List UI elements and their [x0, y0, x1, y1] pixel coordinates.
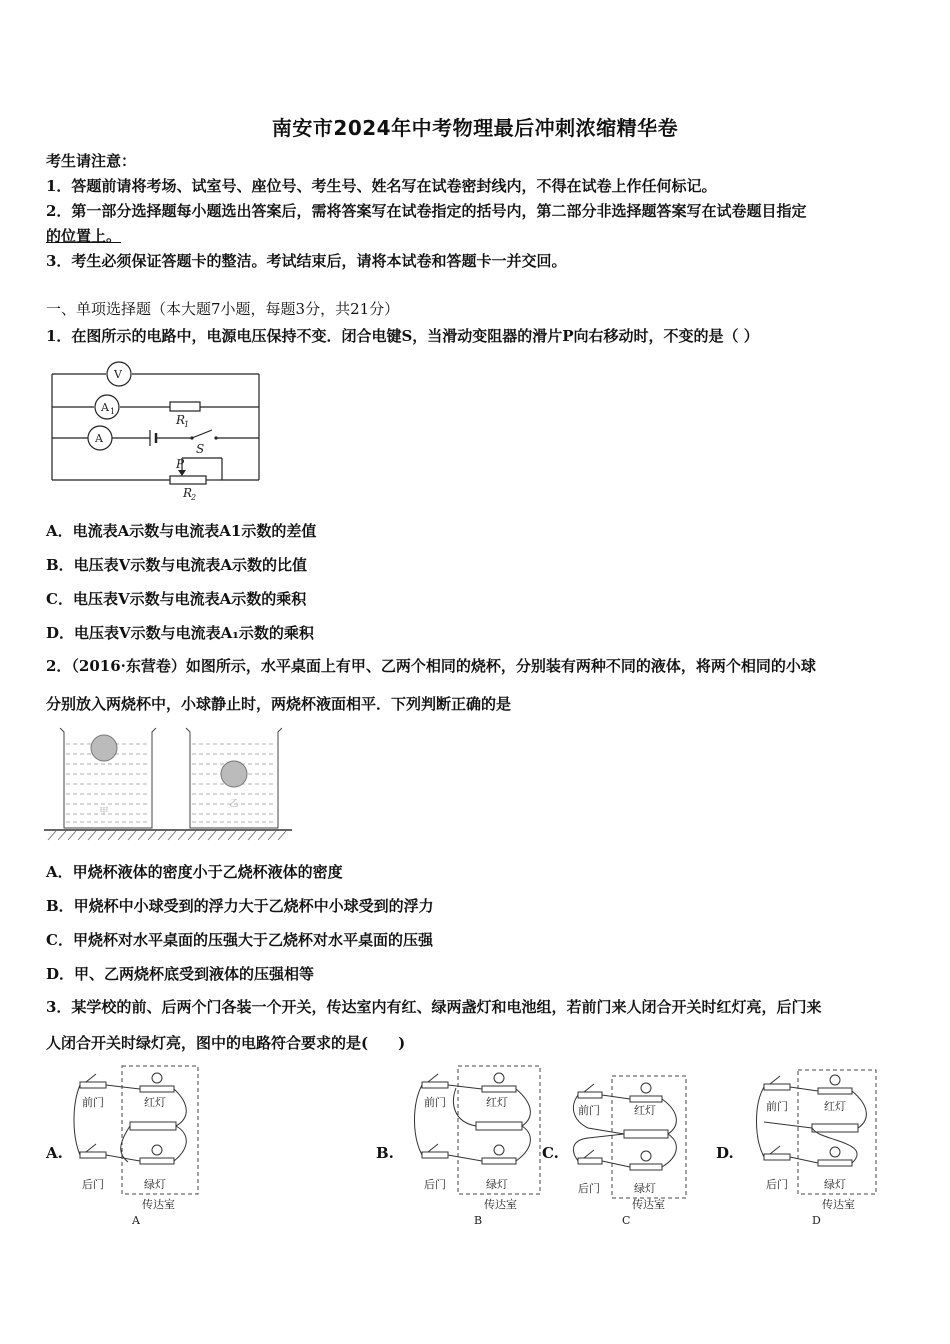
d-room-label: 传达室: [822, 1198, 855, 1211]
q3-diagram-b: [410, 1064, 550, 1234]
q3-option-b[interactable]: B.: [376, 1144, 394, 1162]
d-caption: D: [812, 1214, 821, 1227]
ammeter1-sub: 1: [110, 407, 116, 416]
a-green-label: 绿灯: [144, 1178, 166, 1191]
q1-option-d[interactable]: D．电压表V示数与电流表A₁示数的乘积: [46, 624, 314, 642]
d-green-label: 绿灯: [824, 1178, 846, 1191]
q2-option-b[interactable]: B．甲烧杯中小球受到的浮力大于乙烧杯中小球受到的浮力: [46, 897, 434, 915]
switch-contact: [214, 436, 217, 439]
q3-stem-line2: 人闭合开关时绿灯亮，图中的电路符合要求的是( ): [46, 1034, 406, 1052]
q3-stem-line1: 3．某学校的前、后两个门各装一个开关，传达室内有红、绿两盏灯和电池组，若前门来人闭合开关时红灯亮，后门来: [46, 998, 822, 1016]
c-room-label: 传达室: [632, 1198, 665, 1211]
q2-option-d[interactable]: D．甲、乙两烧杯底受到液体的压强相等: [46, 965, 315, 983]
notice-item-2: 2．第一部分选择题每小题选出答案后，需将答案写在试卷指定的括号内，第二部分非选择题答案写在试卷题目指定: [46, 202, 807, 220]
b-room-label: 传达室: [484, 1198, 517, 1211]
b-green-label: 绿灯: [486, 1178, 508, 1191]
q2-option-a[interactable]: A．甲烧杯液体的密度小于乙烧杯液体的密度: [46, 863, 343, 881]
section-heading: 一、单项选择题（本大题7小题，每题3分，共21分）: [46, 300, 400, 318]
q3-diagram-c: [568, 1072, 698, 1234]
ball-yi: [221, 761, 247, 787]
q1-circuit-diagram: [46, 360, 266, 508]
beaker-label-jia: 甲: [99, 807, 109, 817]
notice-heading: 考生请注意：: [46, 152, 137, 170]
a-front-label: 前门: [82, 1096, 104, 1109]
q1-option-a[interactable]: A．电流表A示数与电流表A1示数的差值: [46, 522, 317, 540]
notice-item-2-cont: 的位置上。: [46, 227, 122, 245]
r1-sub: 1: [184, 420, 190, 429]
slider-label: P: [176, 457, 185, 471]
c-front-label: 前门: [578, 1104, 600, 1117]
q3-diagram-a: [68, 1064, 208, 1234]
voltmeter-label: V: [114, 368, 122, 381]
notice-item-1: 1．答题前请将考场、试室号、座位号、考生号、姓名写在试卷密封线内，不得在试卷上作任何标记。: [46, 177, 717, 195]
switch-label: S: [196, 442, 205, 456]
q3-option-a[interactable]: A.: [46, 1144, 63, 1162]
q2-beakers-diagram: [44, 722, 294, 846]
page-title: 南安市2024年中考物理最后冲刺浓缩精华卷: [271, 116, 679, 140]
b-front-label: 前门: [424, 1096, 446, 1109]
switch-pivot: [190, 436, 193, 439]
ammeter-label: A: [95, 432, 103, 445]
c-caption: C: [622, 1214, 631, 1227]
d-red-label: 红灯: [824, 1100, 846, 1113]
q3-option-d[interactable]: D.: [716, 1144, 734, 1162]
q1-stem: 1．在图所示的电路中，电源电压保持不变．闭合电键S，当滑动变阻器的滑片P向右移动时，不变的是（ ）: [46, 327, 759, 345]
c-green-label: 绿灯: [634, 1182, 656, 1195]
d-back-label: 后门: [766, 1178, 788, 1191]
c-red-label: 红灯: [634, 1104, 656, 1117]
c-back-label: 后门: [578, 1182, 600, 1195]
b-caption: B: [474, 1214, 483, 1227]
q3-diagram-d: [752, 1064, 892, 1234]
b-back-label: 后门: [424, 1178, 446, 1191]
r1-label: R: [176, 413, 186, 427]
q1-option-b[interactable]: B．电压表V示数与电流表A示数的比值: [46, 556, 307, 574]
q3-option-c[interactable]: C.: [542, 1144, 559, 1162]
beaker-label-yi: 乙: [229, 799, 239, 809]
a-room-label: 传达室: [142, 1198, 175, 1211]
r2-sub: 2: [191, 493, 197, 502]
ammeter1-label: A: [101, 401, 109, 414]
a-caption: A: [132, 1214, 140, 1227]
q2-stem-line1: 2．（2016·东营卷）如图所示，水平桌面上有甲、乙两个相同的烧杯，分别装有两种不同的液体，将两个相同的小球: [46, 657, 816, 675]
r2-label: R: [183, 486, 193, 500]
ball-jia: [91, 735, 117, 761]
d-front-label: 前门: [766, 1100, 788, 1113]
b-red-label: 红灯: [486, 1096, 508, 1109]
q2-option-c[interactable]: C．甲烧杯对水平桌面的压强大于乙烧杯对水平桌面的压强: [46, 931, 433, 949]
q1-option-c[interactable]: C．电压表V示数与电流表A示数的乘积: [46, 590, 307, 608]
a-red-label: 红灯: [144, 1096, 166, 1109]
q2-stem-line2: 分别放入两烧杯中，小球静止时，两烧杯液面相平．下列判断正确的是: [46, 695, 512, 713]
a-back-label: 后门: [82, 1178, 104, 1191]
notice-item-3: 3．考生必须保证答题卡的整洁。考试结束后，请将本试卷和答题卡一并交回。: [46, 252, 567, 270]
